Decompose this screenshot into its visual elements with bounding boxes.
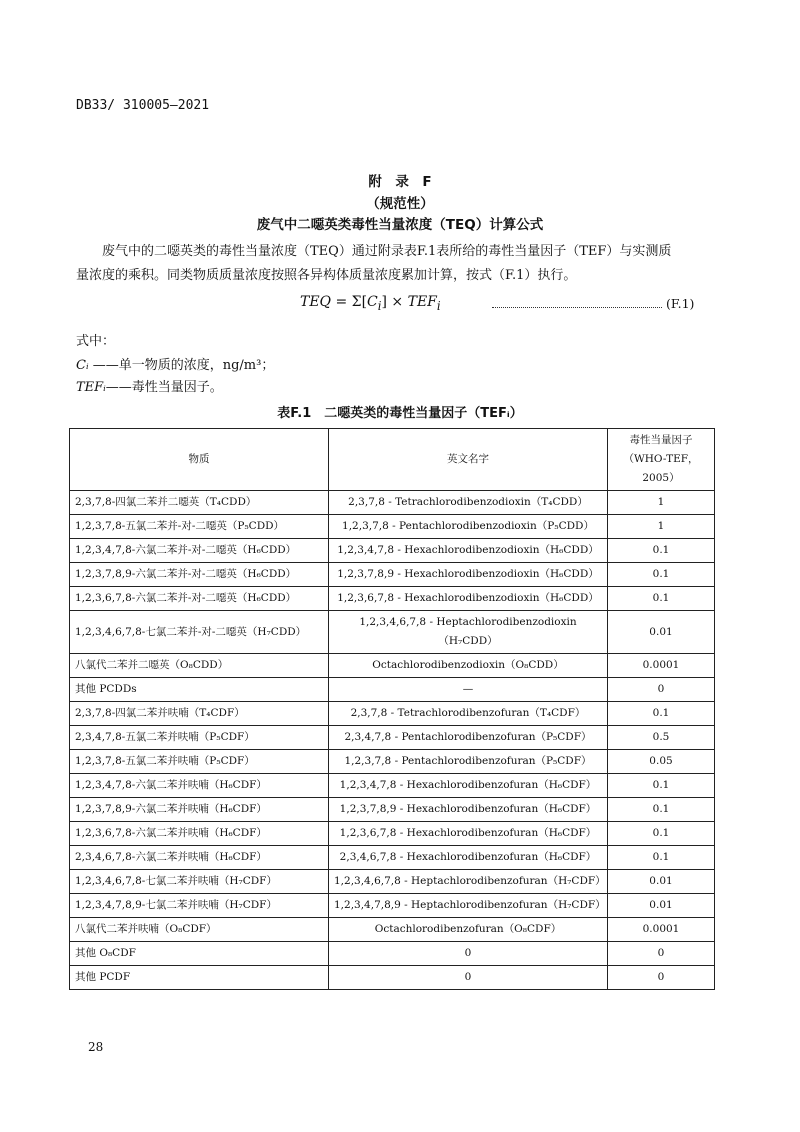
definition-symbol: TEFᵢ <box>76 380 106 395</box>
cell-tef: 0.0001 <box>608 654 715 678</box>
appendix-type: （规范性） <box>366 196 434 212</box>
header-english-name: 英文名字 <box>329 429 608 491</box>
cell-tef: 0 <box>608 966 715 990</box>
cell-english-name: 2,3,4,7,8 - Pentachlorodibenzofuran（P₅CDF） <box>329 726 608 750</box>
cell-english-name: 2,3,7,8 - Tetrachlorodibenzofuran（T₄CDF） <box>329 702 608 726</box>
cell-substance: 其他 PCDDs <box>70 678 329 702</box>
cell-substance: 八氯代二苯并呋喃（O₈CDF） <box>70 918 329 942</box>
header-substance: 物质 <box>70 429 329 491</box>
cell-english-name: 1,2,3,6,7,8 - Hexachlorodibenzodioxin（H₆CDD） <box>329 587 608 611</box>
cell-english-name: 1,2,3,4,7,8 - Hexachlorodibenzofuran（H₆CDF） <box>329 774 608 798</box>
cell-english-name: 0 <box>329 966 608 990</box>
cell-tef: 0.1 <box>608 798 715 822</box>
cell-tef: 1 <box>608 515 715 539</box>
table-row <box>70 798 715 822</box>
table-body <box>70 491 715 990</box>
table-row <box>70 702 715 726</box>
cell-substance: 2,3,7,8-四氯二苯并呋喃（T₄CDF） <box>70 702 329 726</box>
cell-substance: 1,2,3,4,7,8-六氯二苯并呋喃（H₆CDF） <box>70 774 329 798</box>
table-row <box>70 822 715 846</box>
cell-tef: 0.01 <box>608 870 715 894</box>
definition-ci <box>76 354 274 373</box>
cell-substance: 1,2,3,4,7,8-六氯二苯并-对-二噁英（H₆CDD） <box>70 539 329 563</box>
cell-english-name: 1,2,3,7,8 - Pentachlorodibenzodioxin（P₅CDD） <box>329 515 608 539</box>
cell-substance: 1,2,3,4,6,7,8-七氯二苯并呋喃（H₇CDF） <box>70 870 329 894</box>
table-row <box>70 678 715 702</box>
table-row <box>70 774 715 798</box>
cell-tef: 0.1 <box>608 846 715 870</box>
cell-substance: 其他 PCDF <box>70 966 329 990</box>
cell-english-name: 1,2,3,4,6,7,8 - Heptachlorodibenzodioxin（H₇CDD） <box>329 611 608 654</box>
formula-leader-dots <box>492 297 662 308</box>
table-caption: 表F.1 二噁英类的毒性当量因子（TEFᵢ） <box>277 406 523 421</box>
cell-english-name: 1,2,3,4,7,8 - Hexachlorodibenzodioxin（H₆CDD） <box>329 539 608 563</box>
table-row <box>70 539 715 563</box>
cell-substance: 2,3,7,8-四氯二苯并二噁英（T₄CDD） <box>70 491 329 515</box>
document-number: DB33/ 310005—2021 <box>76 98 210 113</box>
table-row <box>70 750 715 774</box>
table-row <box>70 918 715 942</box>
definition-text: ——单一物质的浓度，ng/m³； <box>92 358 275 373</box>
cell-substance: 1,2,3,4,7,8,9-七氯二苯并呋喃（H₇CDF） <box>70 894 329 918</box>
cell-tef: 0 <box>608 678 715 702</box>
definition-tef <box>76 376 223 395</box>
cell-tef: 0.1 <box>608 563 715 587</box>
table-row <box>70 726 715 750</box>
cell-english-name: 0 <box>329 942 608 966</box>
where-label: 式中： <box>76 334 116 349</box>
cell-tef: 0.01 <box>608 611 715 654</box>
table-row <box>70 491 715 515</box>
cell-english-name: 1,2,3,4,6,7,8 - Heptachlorodibenzofuran（H₇CDF） <box>329 870 608 894</box>
header-tef: 毒性当量因子（WHO-TEF，2005） <box>608 429 715 491</box>
cell-english-name: 1,2,3,6,7,8 - Hexachlorodibenzofuran（H₆CDF） <box>329 822 608 846</box>
cell-english-name: Octachlorodibenzofuran（O₈CDF） <box>329 918 608 942</box>
intro-line-2: 量浓度的乘积。同类物质质量浓度按照各异构体质量浓度累加计算，按式（F.1）执行。 <box>76 268 577 283</box>
cell-english-name: 1,2,3,4,7,8,9 - Heptachlorodibenzofuran（H₇CDF） <box>329 894 608 918</box>
table-row <box>70 654 715 678</box>
table-row <box>70 587 715 611</box>
appendix-title: 废气中二噁英类毒性当量浓度（TEQ）计算公式 <box>256 217 544 233</box>
page-number: 28 <box>88 1040 104 1054</box>
table-row <box>70 515 715 539</box>
cell-english-name: 1,2,3,7,8,9 - Hexachlorodibenzodioxin（H₆CDD） <box>329 563 608 587</box>
cell-tef: 1 <box>608 491 715 515</box>
table-row <box>70 611 715 654</box>
cell-tef: 0 <box>608 942 715 966</box>
cell-english-name: — <box>329 678 608 702</box>
table-row <box>70 966 715 990</box>
cell-english-name: 1,2,3,7,8 - Pentachlorodibenzofuran（P₅CDF） <box>329 750 608 774</box>
table-row <box>70 870 715 894</box>
table-row <box>70 563 715 587</box>
cell-tef: 0.1 <box>608 774 715 798</box>
formula-number: (F.1) <box>666 296 695 311</box>
cell-tef: 0.1 <box>608 587 715 611</box>
cell-substance: 2,3,4,6,7,8-六氯二苯并呋喃（H₆CDF） <box>70 846 329 870</box>
cell-substance: 1,2,3,6,7,8-六氯二苯并-对-二噁英（H₆CDD） <box>70 587 329 611</box>
cell-substance: 1,2,3,4,6,7,8-七氯二苯并-对-二噁英（H₇CDD） <box>70 611 329 654</box>
cell-substance: 1,2,3,7,8,9-六氯二苯并-对-二噁英（H₆CDD） <box>70 563 329 587</box>
definition-symbol: Cᵢ <box>76 358 89 373</box>
teq-formula: TEQ = $\Sigma[C_i] \times TEF_i$ <box>300 294 441 313</box>
cell-tef: 0.05 <box>608 750 715 774</box>
cell-tef: 0.1 <box>608 822 715 846</box>
cell-tef: 0.01 <box>608 894 715 918</box>
cell-substance: 2,3,4,7,8-五氯二苯并呋喃（P₅CDF） <box>70 726 329 750</box>
cell-substance: 1,2,3,7,8-五氯二苯并呋喃（P₅CDF） <box>70 750 329 774</box>
cell-english-name: 2,3,4,6,7,8 - Hexachlorodibenzofuran（H₆CDF） <box>329 846 608 870</box>
definition-text: ——毒性当量因子。 <box>105 380 223 395</box>
cell-tef: 0.1 <box>608 702 715 726</box>
cell-english-name: 2,3,7,8 - Tetrachlorodibenzodioxin（T₄CDD） <box>329 491 608 515</box>
table-header-row <box>70 429 715 491</box>
cell-substance: 1,2,3,7,8-五氯二苯并-对-二噁英（P₅CDD） <box>70 515 329 539</box>
appendix-label: 附 录 F <box>368 174 432 190</box>
cell-tef: 0.5 <box>608 726 715 750</box>
cell-english-name: 1,2,3,7,8,9 - Hexachlorodibenzofuran（H₆CDF） <box>329 798 608 822</box>
tef-table <box>69 428 715 990</box>
table-row <box>70 894 715 918</box>
cell-substance: 1,2,3,6,7,8-六氯二苯并呋喃（H₆CDF） <box>70 822 329 846</box>
cell-substance: 其他 O₈CDF <box>70 942 329 966</box>
cell-substance: 八氯代二苯并二噁英（O₈CDD） <box>70 654 329 678</box>
cell-english-name: Octachlorodibenzodioxin（O₈CDD） <box>329 654 608 678</box>
table-row <box>70 846 715 870</box>
cell-substance: 1,2,3,7,8,9-六氯二苯并呋喃（H₆CDF） <box>70 798 329 822</box>
cell-tef: 0.1 <box>608 539 715 563</box>
table-row <box>70 942 715 966</box>
cell-tef: 0.0001 <box>608 918 715 942</box>
intro-line-1: 废气中的二噁英类的毒性当量浓度（TEQ）通过附录表F.1表所给的毒性当量因子（TEF）与实测质 <box>102 244 672 259</box>
